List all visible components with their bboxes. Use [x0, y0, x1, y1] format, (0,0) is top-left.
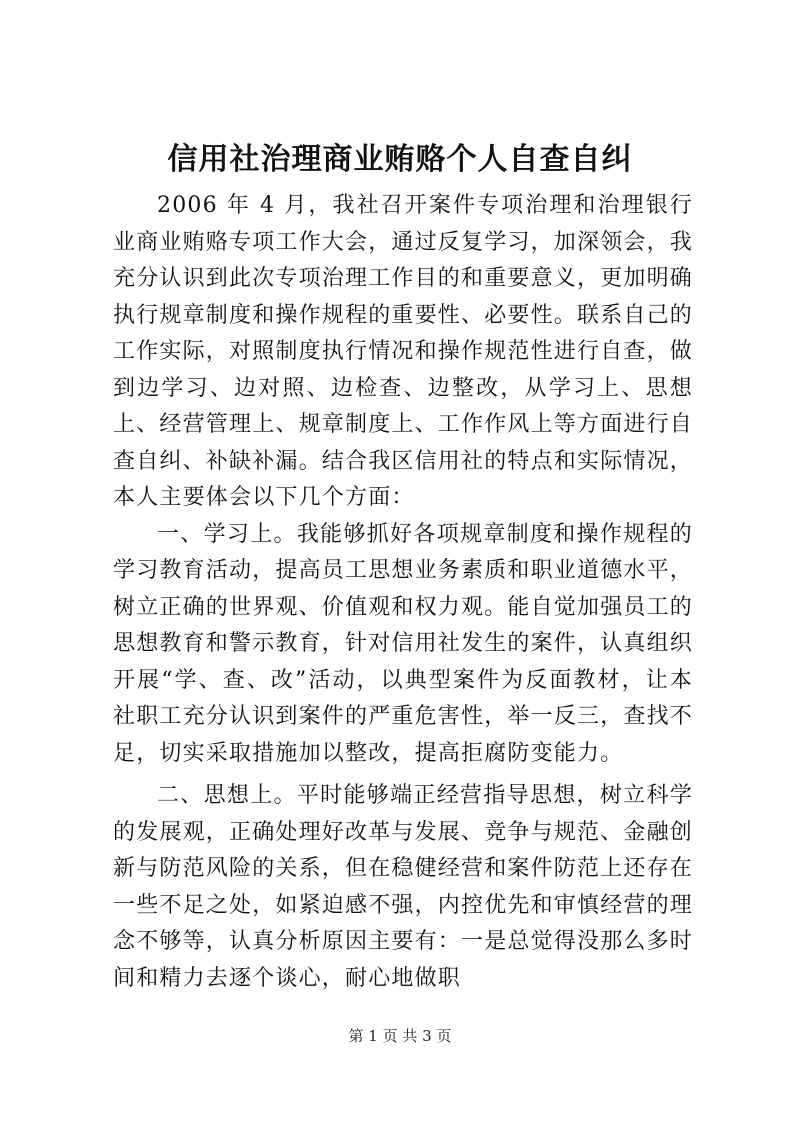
page-title: 信用社治理商业贿赂个人自查自纠: [167, 142, 633, 177]
paragraph-thought: 二、思想上。平时能够端正经营指导思想，树立科学的发展观，正确处理好改革与发展、竞争与规范、金融创新与防范风险的关系，但在稳健经营和案件防范上还存在一些不足之处，如紧迫感不强，内控优先和审慎经营的理念不够等，认真分析原因主要有：一是总觉得没那么多时间和精力去逐个谈心，耐心地做职: [113, 783, 694, 991]
document-body: [113, 188, 693, 997]
paragraph-intro: 2006 年 4 月，我社召开案件专项治理和治理银行业商业贿赂专项工作大会，通过反复学习，加深领会，我充分认识到此次专项治理工作目的和重要意义，更加明确执行规章制度和操作规程的重要性、必要性。联系自己的工作实际，对照制度执行情况和操作规范性进行自查，做到边学习、边对照、边检查、边整改，从学习上、思想上、经营管理上、规章制度上、工作作风上等方面进行自查自纠、补缺补漏。结合我区信用社的特点和实际情况，本人主要体会以下几个方面：: [113, 193, 694, 510]
page-number-footer: 第 1 页 共 3 页: [348, 1027, 452, 1045]
paragraph-study: 一、学习上。我能够抓好各项规章制度和操作规程的学习教育活动，提高员工思想业务素质和职业道德水平，树立正确的世界观、价值观和权力观。能自觉加强员工的思想教育和警示教育，针对信用社发生的案件，认真组织开展“学、查、改”活动，以典型案件为反面教材，让本社职工充分认识到案件的严重危害性，举一反三，查找不足，切实采取措施加以整改，提高拒腐防变能力。: [113, 521, 694, 766]
